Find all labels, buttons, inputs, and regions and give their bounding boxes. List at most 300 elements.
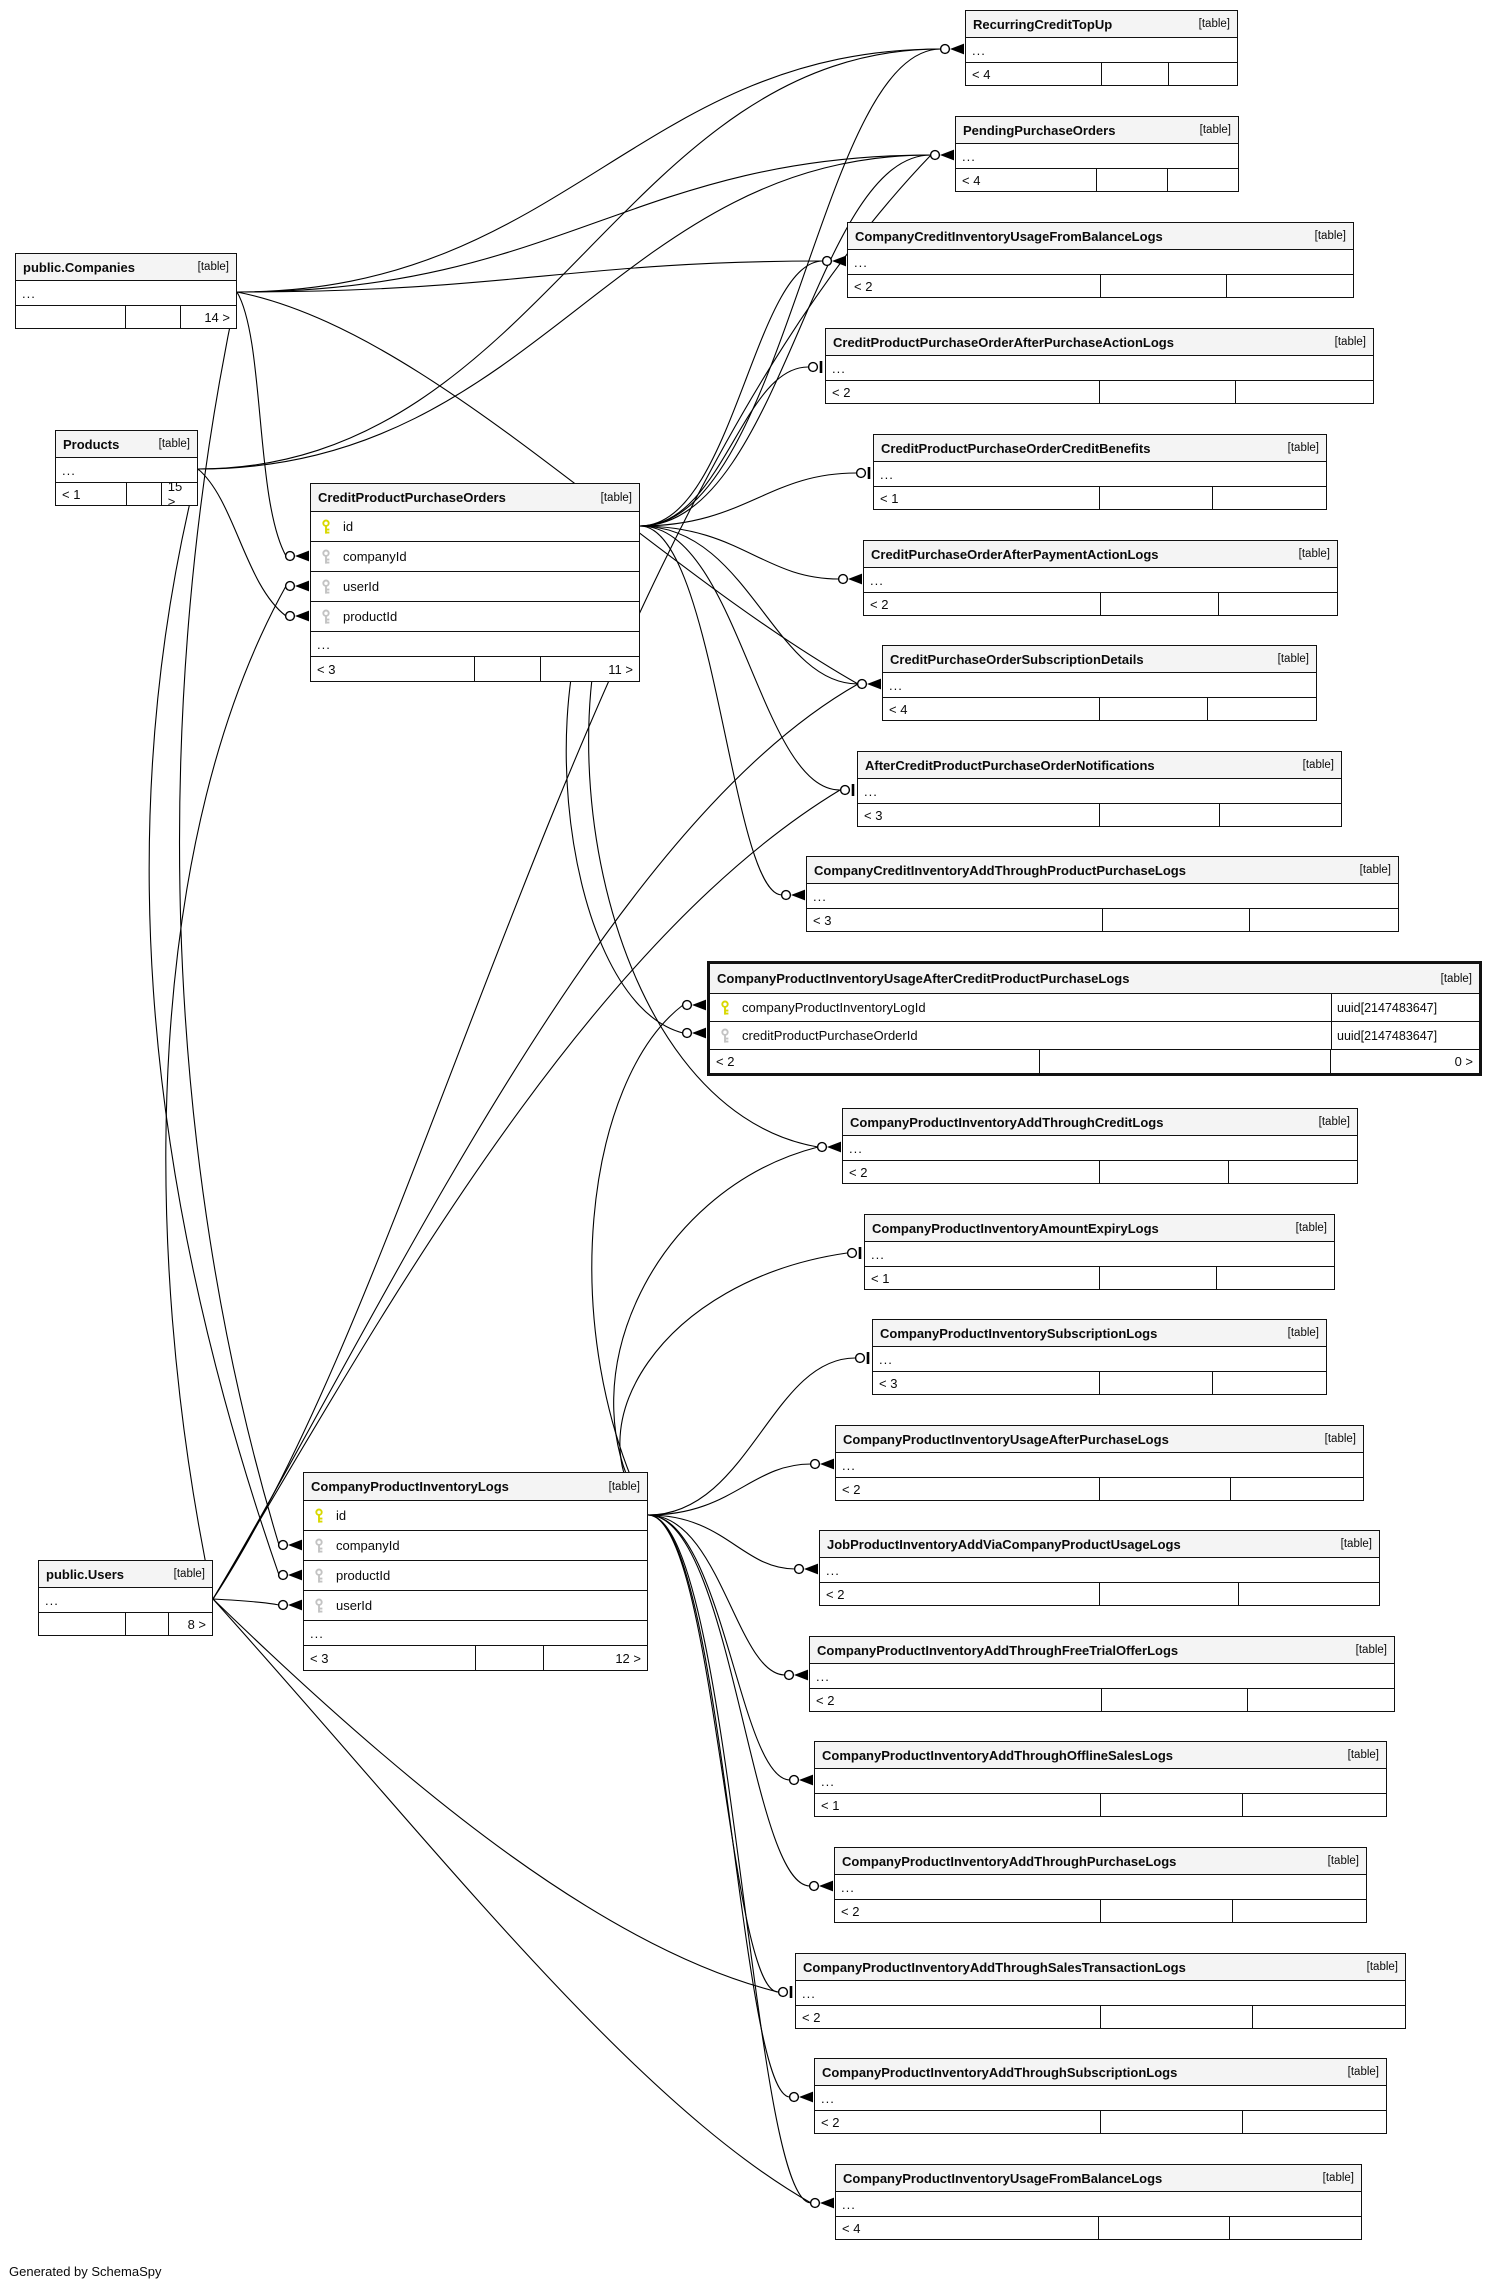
table-name: CompanyProductInventoryAddThroughSubscriptionLogs bbox=[822, 2064, 1178, 2080]
parents-count: < 3 bbox=[311, 657, 475, 681]
parents-count: < 2 bbox=[796, 2006, 1101, 2028]
column-row[interactable] bbox=[304, 1591, 647, 1621]
column-name: id bbox=[343, 519, 354, 534]
relationship-edge bbox=[237, 49, 941, 292]
table-footer bbox=[815, 2111, 1386, 2133]
ellipsis-text: ... bbox=[972, 42, 986, 58]
table-node-cpiufbl[interactable] bbox=[835, 2164, 1362, 2240]
table-node-cpiatpl[interactable] bbox=[834, 1847, 1367, 1923]
ellipsis-text: ... bbox=[889, 677, 903, 693]
table-header bbox=[858, 752, 1341, 779]
children-count bbox=[1213, 487, 1326, 509]
footer-spacer-cell bbox=[1101, 593, 1219, 615]
children-count bbox=[1233, 1900, 1366, 1922]
key-icon-glyph bbox=[313, 1508, 325, 1524]
children-count bbox=[1236, 381, 1373, 403]
column-name: creditProductPurchaseOrderId bbox=[742, 1028, 918, 1043]
many-endpoint-marker bbox=[286, 581, 309, 592]
ellipsis-text: ... bbox=[832, 360, 846, 376]
parents-count: < 3 bbox=[873, 1372, 1100, 1394]
ellipsis-text: ... bbox=[841, 1879, 855, 1895]
table-node-cciufbl[interactable] bbox=[847, 222, 1354, 298]
ellipsis-text: ... bbox=[871, 1246, 885, 1262]
table-node-ppo[interactable] bbox=[955, 116, 1239, 192]
many-endpoint-marker bbox=[818, 1142, 841, 1153]
many-endpoint-marker bbox=[790, 1775, 813, 1786]
table-header bbox=[956, 117, 1238, 144]
table-type-tag: [table] bbox=[608, 1480, 640, 1493]
table-node-cppoapal[interactable] bbox=[825, 328, 1374, 404]
table-type-tag: [table] bbox=[1318, 1116, 1350, 1128]
children-count: 15 > bbox=[167, 479, 183, 509]
table-type-tag: [table] bbox=[1347, 1749, 1379, 1761]
elided-columns-row bbox=[956, 144, 1238, 169]
column-row[interactable] bbox=[311, 602, 639, 632]
elided-columns-row bbox=[873, 1347, 1326, 1372]
parents-count: < 1 bbox=[56, 483, 127, 505]
children-count bbox=[1169, 63, 1237, 85]
ellipsis-text: ... bbox=[962, 148, 976, 164]
parents-count: < 3 bbox=[304, 1646, 476, 1670]
many-endpoint-marker bbox=[839, 574, 862, 585]
relationship-edge bbox=[213, 1599, 279, 1605]
table-header bbox=[843, 1109, 1357, 1136]
footer-spacer-cell bbox=[1100, 1478, 1232, 1500]
many-endpoint-marker bbox=[279, 1570, 302, 1581]
table-type-tag: [table] bbox=[158, 438, 190, 450]
ellipsis-text: ... bbox=[849, 1140, 863, 1156]
key-icon-glyph bbox=[320, 549, 332, 565]
one-endpoint-marker bbox=[857, 467, 869, 479]
footer-spacer-cell bbox=[1101, 2111, 1244, 2133]
parents-count bbox=[16, 306, 126, 328]
table-type-tag: [table] bbox=[1277, 653, 1309, 665]
parents-count: < 1 bbox=[865, 1267, 1100, 1289]
table-header bbox=[820, 1531, 1379, 1558]
table-footer bbox=[836, 2217, 1361, 2239]
table-footer bbox=[304, 1646, 647, 1670]
children-count bbox=[1168, 169, 1239, 191]
elided-columns-row bbox=[807, 884, 1398, 909]
elided-columns-row bbox=[796, 1981, 1405, 2006]
elided-columns-row bbox=[864, 568, 1337, 593]
one-endpoint-marker bbox=[848, 1247, 860, 1259]
table-header bbox=[864, 541, 1337, 568]
relationship-edge bbox=[640, 526, 840, 790]
relationship-edge bbox=[149, 469, 279, 1575]
ellipsis-text: ... bbox=[22, 285, 36, 301]
footer-spacer-cell bbox=[1102, 63, 1170, 85]
table-node-companies[interactable] bbox=[15, 253, 237, 329]
many-endpoint-marker bbox=[279, 1540, 302, 1551]
ellipsis-text: ... bbox=[842, 2196, 856, 2212]
table-footer bbox=[873, 1372, 1326, 1394]
table-header bbox=[796, 1954, 1405, 1981]
ellipsis-text: ... bbox=[864, 783, 878, 799]
table-node-rctu[interactable] bbox=[965, 10, 1238, 86]
table-type-tag: [table] bbox=[1199, 124, 1231, 136]
many-endpoint-marker bbox=[782, 890, 805, 901]
footer-spacer-cell bbox=[126, 306, 181, 328]
primary-key-icon bbox=[313, 1508, 326, 1524]
table-name: CreditProductPurchaseOrderCreditBenefits bbox=[881, 440, 1151, 456]
table-name: CompanyProductInventoryAddThroughCreditLogs bbox=[850, 1114, 1164, 1130]
column-row[interactable] bbox=[311, 512, 639, 542]
parents-count: < 4 bbox=[966, 63, 1102, 85]
elided-columns-row bbox=[826, 356, 1373, 381]
children-count bbox=[1208, 698, 1316, 720]
table-name: CompanyProductInventoryAmountExpiryLogs bbox=[872, 1220, 1159, 1236]
table-footer bbox=[956, 169, 1238, 191]
ellipsis-text: ... bbox=[813, 888, 827, 904]
table-node-cpiatosl[interactable] bbox=[814, 1741, 1387, 1817]
foreign-key-icon bbox=[313, 1568, 326, 1584]
table-name: AfterCreditProductPurchaseOrderNotifications bbox=[865, 757, 1155, 773]
table-header bbox=[865, 1215, 1334, 1242]
column-row[interactable] bbox=[710, 994, 1479, 1022]
one-endpoint-marker bbox=[841, 784, 853, 796]
table-type-tag: [table] bbox=[1287, 442, 1319, 454]
table-node-cpil[interactable] bbox=[303, 1472, 648, 1671]
many-endpoint-marker bbox=[795, 1564, 818, 1575]
table-footer bbox=[836, 1478, 1363, 1500]
elided-columns-row bbox=[843, 1136, 1357, 1161]
footer-spacer-cell bbox=[1101, 1900, 1234, 1922]
elided-columns-row bbox=[16, 281, 236, 306]
parents-count: < 3 bbox=[807, 909, 1103, 931]
table-header bbox=[16, 254, 236, 281]
children-count bbox=[1217, 1267, 1334, 1289]
children-count: 12 > bbox=[615, 1650, 641, 1666]
column-row[interactable] bbox=[311, 542, 639, 572]
parents-count: < 2 bbox=[835, 1900, 1101, 1922]
column-row[interactable] bbox=[304, 1531, 647, 1561]
relationship-edge bbox=[620, 1253, 847, 1515]
foreign-key-icon bbox=[320, 549, 333, 565]
table-type-tag: [table] bbox=[1322, 2172, 1354, 2184]
table-header bbox=[710, 964, 1479, 994]
relationship-edge bbox=[592, 1005, 683, 1515]
relationship-edge bbox=[237, 155, 931, 292]
elided-columns-row bbox=[858, 779, 1341, 804]
table-footer bbox=[810, 1689, 1394, 1711]
footer-spacer-cell bbox=[1100, 1267, 1217, 1289]
table-type-tag: [table] bbox=[1347, 2066, 1379, 2078]
ellipsis-text: ... bbox=[802, 1985, 816, 2001]
table-name: CreditProductPurchaseOrders bbox=[318, 490, 506, 505]
parents-count: < 2 bbox=[836, 1478, 1100, 1500]
column-row[interactable] bbox=[710, 1022, 1479, 1050]
ellipsis-text: ... bbox=[62, 462, 76, 478]
many-endpoint-marker bbox=[683, 1000, 706, 1011]
relationship-edge bbox=[648, 1515, 785, 1675]
column-name: companyProductInventoryLogId bbox=[742, 1000, 926, 1015]
table-footer bbox=[835, 1900, 1366, 1922]
elided-columns-row bbox=[815, 2086, 1386, 2111]
children-count bbox=[1220, 804, 1341, 826]
table-footer bbox=[807, 909, 1398, 931]
children-count bbox=[1248, 1689, 1394, 1711]
relationship-edge bbox=[640, 526, 839, 579]
relationship-edge bbox=[640, 526, 858, 684]
many-endpoint-marker bbox=[811, 2198, 834, 2209]
table-name: CompanyProductInventoryUsageAfterPurchaseLogs bbox=[843, 1431, 1169, 1447]
foreign-key-icon bbox=[719, 1028, 732, 1044]
footer-spacer-cell bbox=[127, 483, 162, 505]
footer-spacer-cell bbox=[126, 1613, 169, 1635]
elided-columns-row bbox=[311, 632, 639, 657]
footer-spacer-cell bbox=[1100, 381, 1237, 403]
table-name: CompanyCreditInventoryAddThroughProductPurchaseLogs bbox=[814, 862, 1186, 878]
table-type-tag: [table] bbox=[1334, 336, 1366, 348]
many-endpoint-marker bbox=[286, 611, 309, 622]
parents-count: < 4 bbox=[883, 698, 1100, 720]
table-type-tag: [table] bbox=[1327, 1855, 1359, 1867]
one-endpoint-marker bbox=[856, 1352, 868, 1364]
table-node-acppon[interactable] bbox=[857, 751, 1342, 827]
key-icon-glyph bbox=[320, 579, 332, 595]
table-node-users[interactable] bbox=[38, 1560, 213, 1636]
footer-spacer-cell bbox=[1101, 2006, 1253, 2028]
table-footer bbox=[311, 657, 639, 681]
table-name: CompanyProductInventorySubscriptionLogs bbox=[880, 1325, 1158, 1341]
table-node-products[interactable] bbox=[55, 430, 198, 509]
table-header bbox=[835, 1848, 1366, 1875]
parents-count: < 1 bbox=[815, 1794, 1101, 1816]
column-type: uuid[2147483647] bbox=[1331, 1022, 1479, 1049]
table-header bbox=[874, 435, 1326, 462]
table-type-tag: [table] bbox=[1198, 18, 1230, 30]
table-node-cpiatftol[interactable] bbox=[809, 1636, 1395, 1712]
key-icon-glyph bbox=[313, 1568, 325, 1584]
table-footer bbox=[966, 63, 1237, 85]
key-icon-glyph bbox=[320, 519, 332, 535]
table-footer bbox=[39, 1613, 212, 1635]
column-name: companyId bbox=[343, 549, 407, 564]
table-node-cciatppl[interactable] bbox=[806, 856, 1399, 932]
elided-columns-row bbox=[883, 673, 1316, 698]
relationship-edge bbox=[648, 1515, 778, 1992]
footer-spacer-cell bbox=[1100, 804, 1221, 826]
children-count: 11 > bbox=[608, 661, 633, 677]
children-count bbox=[1227, 275, 1353, 297]
table-node-cpiatsubl[interactable] bbox=[814, 2058, 1387, 2134]
parents-count: < 2 bbox=[864, 593, 1101, 615]
column-name: productId bbox=[336, 1568, 391, 1583]
primary-key-icon bbox=[719, 1000, 732, 1016]
relationship-edge bbox=[166, 586, 286, 1599]
table-name: CompanyProductInventoryUsageFromBalanceLogs bbox=[843, 2170, 1163, 2186]
table-node-cppocb[interactable] bbox=[873, 434, 1327, 510]
table-type-tag: [table] bbox=[1298, 548, 1330, 560]
table-name: CreditPurchaseOrderAfterPaymentActionLogs bbox=[871, 546, 1159, 562]
ellipsis-text: ... bbox=[842, 1457, 856, 1473]
table-type-tag: [table] bbox=[1366, 1961, 1398, 1973]
children-count: 0 > bbox=[1454, 1054, 1473, 1069]
table-node-cpiael[interactable] bbox=[864, 1214, 1335, 1290]
parents-count: < 2 bbox=[710, 1050, 1040, 1073]
many-endpoint-marker bbox=[823, 256, 846, 267]
footer-spacer-cell bbox=[1040, 1050, 1331, 1073]
table-node-cppo[interactable] bbox=[310, 483, 640, 682]
table-name: PendingPurchaseOrders bbox=[963, 122, 1116, 138]
many-endpoint-marker bbox=[785, 1670, 808, 1681]
elided-columns-row bbox=[304, 1621, 647, 1646]
elided-columns-row bbox=[820, 1558, 1379, 1583]
table-footer bbox=[858, 804, 1341, 826]
many-endpoint-marker bbox=[286, 551, 309, 562]
ellipsis-text: ... bbox=[854, 254, 868, 270]
many-endpoint-marker bbox=[790, 2092, 813, 2103]
children-count bbox=[1229, 1161, 1358, 1183]
footer-spacer-cell bbox=[1099, 2217, 1230, 2239]
elided-columns-row bbox=[835, 1875, 1366, 1900]
table-type-tag: [table] bbox=[173, 1568, 205, 1580]
column-row[interactable] bbox=[304, 1561, 647, 1591]
table-header bbox=[966, 11, 1237, 38]
table-node-cpoapal[interactable] bbox=[863, 540, 1338, 616]
table-header bbox=[39, 1561, 212, 1588]
table-type-tag: [table] bbox=[1295, 1222, 1327, 1234]
table-header bbox=[848, 223, 1353, 250]
relationship-edge bbox=[648, 1358, 855, 1515]
footer-spacer-cell bbox=[1100, 698, 1208, 720]
table-name: CompanyProductInventoryUsageAfterCreditProductPurchaseLogs bbox=[717, 971, 1130, 986]
relationship-edge bbox=[648, 1515, 810, 1886]
parents-count: < 4 bbox=[956, 169, 1097, 191]
table-name: public.Users bbox=[46, 1566, 125, 1582]
footer-spacer-cell bbox=[1102, 1689, 1248, 1711]
table-name: public.Companies bbox=[23, 259, 135, 275]
table-footer bbox=[874, 487, 1326, 509]
table-node-jpiavcpul[interactable] bbox=[819, 1530, 1380, 1606]
children-count bbox=[1243, 2111, 1386, 2133]
key-icon-glyph bbox=[313, 1598, 325, 1614]
ellipsis-text: ... bbox=[45, 1592, 59, 1608]
children-count bbox=[1231, 1478, 1363, 1500]
table-node-cpiuapl[interactable] bbox=[835, 1425, 1364, 1501]
parents-count: < 2 bbox=[820, 1583, 1100, 1605]
one-endpoint-marker bbox=[779, 1986, 791, 1998]
table-name: CreditProductPurchaseOrderAfterPurchaseActionLogs bbox=[833, 334, 1174, 350]
table-node-cpisl[interactable] bbox=[872, 1319, 1327, 1395]
relationship-edge bbox=[213, 1599, 811, 2203]
ellipsis-text: ... bbox=[879, 1351, 893, 1367]
children-count bbox=[1243, 1794, 1386, 1816]
elided-columns-row bbox=[39, 1588, 212, 1613]
many-endpoint-marker bbox=[811, 1459, 834, 1470]
relationship-edge bbox=[198, 469, 286, 616]
parents-count: < 2 bbox=[826, 381, 1100, 403]
foreign-key-icon bbox=[320, 579, 333, 595]
relationship-edge bbox=[648, 1515, 790, 2097]
foreign-key-icon bbox=[313, 1598, 326, 1614]
parents-count: < 2 bbox=[848, 275, 1101, 297]
table-type-tag: [table] bbox=[1359, 864, 1391, 876]
table-type-tag: [table] bbox=[1314, 230, 1346, 242]
relationship-edge bbox=[213, 684, 858, 1599]
column-name: id bbox=[336, 1508, 347, 1523]
elided-columns-row bbox=[874, 462, 1326, 487]
many-endpoint-marker bbox=[810, 1881, 833, 1892]
footer-spacer-cell bbox=[1100, 1583, 1240, 1605]
table-header bbox=[873, 1320, 1326, 1347]
table-name: RecurringCreditTopUp bbox=[973, 16, 1113, 32]
relationship-edge bbox=[640, 526, 782, 895]
elided-columns-row bbox=[836, 2192, 1361, 2217]
elided-columns-row bbox=[836, 1453, 1363, 1478]
column-name: userId bbox=[343, 579, 380, 594]
many-endpoint-marker bbox=[941, 44, 964, 55]
table-footer bbox=[710, 1050, 1479, 1073]
table-name: JobProductInventoryAddViaCompanyProductUsageLogs bbox=[827, 1536, 1181, 1552]
table-header bbox=[815, 2059, 1386, 2086]
footer-spacer-cell bbox=[1100, 487, 1213, 509]
table-name: CompanyProductInventoryAddThroughPurchaseLogs bbox=[842, 1853, 1177, 1869]
table-name: CompanyProductInventoryLogs bbox=[311, 1479, 509, 1494]
table-footer bbox=[883, 698, 1316, 720]
parents-count: < 4 bbox=[836, 2217, 1099, 2239]
footer-spacer-cell bbox=[1103, 909, 1251, 931]
elided-columns-row bbox=[865, 1242, 1334, 1267]
elided-columns-row bbox=[810, 1664, 1394, 1689]
key-icon-glyph bbox=[719, 1028, 731, 1044]
ellipsis-text: ... bbox=[821, 2090, 835, 2106]
table-node-hl[interactable] bbox=[707, 961, 1482, 1076]
table-type-tag: [table] bbox=[1440, 972, 1472, 985]
table-header bbox=[304, 1473, 647, 1501]
relationship-edge bbox=[237, 292, 286, 556]
table-header bbox=[815, 1742, 1386, 1769]
table-footer bbox=[848, 275, 1353, 297]
children-count bbox=[1253, 2006, 1405, 2028]
footer-spacer-cell bbox=[476, 1646, 545, 1670]
parents-count: < 1 bbox=[874, 487, 1100, 509]
column-type: uuid[2147483647] bbox=[1331, 994, 1479, 1021]
column-row[interactable] bbox=[311, 572, 639, 602]
ellipsis-text: ... bbox=[870, 572, 884, 588]
table-footer bbox=[796, 2006, 1405, 2028]
table-footer bbox=[864, 593, 1337, 615]
table-node-cpiatstl[interactable] bbox=[795, 1953, 1406, 2029]
table-node-cposd[interactable] bbox=[882, 645, 1317, 721]
primary-key-icon bbox=[320, 519, 333, 535]
relationship-edge bbox=[614, 1147, 818, 1515]
table-type-tag: [table] bbox=[1355, 1644, 1387, 1656]
table-header bbox=[836, 2165, 1361, 2192]
table-type-tag: [table] bbox=[1302, 759, 1334, 771]
column-row[interactable] bbox=[304, 1501, 647, 1531]
table-footer bbox=[56, 479, 197, 509]
elided-columns-row bbox=[848, 250, 1353, 275]
key-icon-glyph bbox=[313, 1538, 325, 1554]
table-footer bbox=[843, 1161, 1357, 1183]
children-count bbox=[1213, 1372, 1326, 1394]
one-endpoint-marker bbox=[809, 361, 821, 373]
relationship-edge bbox=[198, 155, 931, 469]
table-node-cpiatcl[interactable] bbox=[842, 1108, 1358, 1184]
table-header bbox=[311, 484, 639, 512]
children-count: 8 > bbox=[187, 1616, 206, 1632]
ellipsis-text: ... bbox=[310, 1625, 324, 1641]
table-type-tag: [table] bbox=[1324, 1433, 1356, 1445]
table-footer bbox=[865, 1267, 1334, 1289]
children-count bbox=[1239, 1583, 1379, 1605]
relationship-edge bbox=[640, 261, 823, 526]
table-type-tag: [table] bbox=[600, 491, 632, 504]
ellipsis-text: ... bbox=[821, 1773, 835, 1789]
table-footer bbox=[826, 381, 1373, 403]
